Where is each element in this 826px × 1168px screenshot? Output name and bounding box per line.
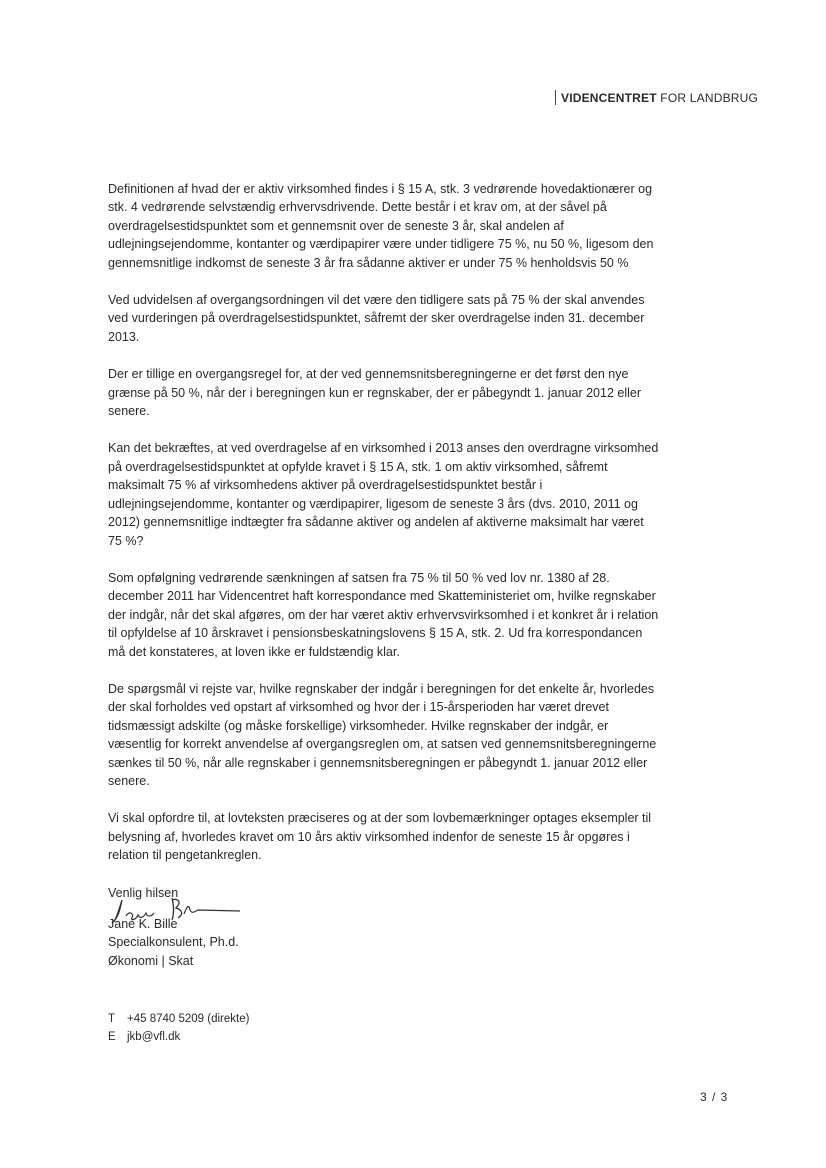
signature-block: [108, 884, 660, 980]
phone-row: [108, 1010, 249, 1028]
contact-info: [108, 1010, 249, 1046]
paragraph-3: Der er tillige en overgangsregel for, at der ved gennemsnitsberegningerne er det først den nye grænse på 50 %, når der i beregningen kun er regnskaber, der er påbegyndt 1. januar 2012 eller senere.: [108, 367, 641, 419]
paragraph-4: Kan det bekræftes, at ved overdragelse af en virksomhed i 2013 anses den overdragne virksomhed på overdragelsestidspunktet at opfylde kravet i § 15 A, stk. 1 om aktiv virksomhed, såfremt maksimalt 75 % af virksomhedens aktiver på overdragelsestidspunktet består i udlejningsejendomme, kontanter og værdipapirer, ligesom de seneste 3 års (dvs. 2010, 2011 og 2012) gennemsnitlige indtægter fra sådanne aktiver og andelen af aktiverne maksimalt har været 75 %?: [108, 441, 659, 548]
paragraph-1: Definitionen af hvad der er aktiv virksomhed findes i § 15 A, stk. 3 vedrørende hovedaktionærer og stk. 4 vedrørende selvstændig erhvervsdrivende. Dette består i et krav om, at der såvel på overdragelsestidspunktet som et gennemsnit over de seneste 3 år, skal andelen af udlejningsejendomme, kontanter og værdipapirer være under tidligere 75 %, nu 50 %, ligesom den gennemsnitlige indkomst de seneste 3 år fra sådanne aktiver er under 75 % henholdsvis 50 %: [108, 182, 654, 270]
phone-label: T: [108, 1013, 116, 1025]
signer-title: Specialkonsulent, Ph.d.: [108, 934, 239, 949]
email-row: [108, 1028, 249, 1046]
greeting: Venlig hilsen: [108, 885, 179, 900]
phone-number: +45 8740 5209 (direkte): [127, 1013, 250, 1025]
email-label: E: [108, 1031, 116, 1043]
page-number: 3 / 3: [700, 1090, 729, 1104]
signer-department: Økonomi | Skat: [108, 953, 194, 968]
letterhead-org-bold: VIDENCENTRET: [561, 91, 657, 105]
signer-name: Jane K. Bille: [108, 916, 178, 931]
letterhead-divider: [555, 90, 556, 105]
email-address: jkb@vfl.dk: [127, 1031, 181, 1043]
paragraph-6: De spørgsmål vi rejste var, hvilke regnskaber der indgår i beregningen for det enkelte år, hvorledes der skal forholdes ved opstart af virksomhed og hvor der i 15-årsperioden har været drevet tidsmæssigt adskilte (og måske forskellige) virksomheder. Hvilke regnskaber der indgår, er væsentlig for korrekt anvendelse af overgangsreglen om, at satsen ved gennemsnitsberegningerne sænkes til 50 %, når alle regnskaber i gennemsnitsberegningen er påbegyndt 1. januar 2012 eller senere.: [108, 681, 657, 788]
paragraph-7: Vi skal opfordre til, at lovteksten præciseres og at der som lovbemærkninger optages eksempler til belysning af, hvorledes kravet om 10 års aktiv virksomhed indenfor de seneste 15 år opgøres i relation til pengetankreglen.: [108, 811, 652, 863]
paragraph-2: Ved udvidelsen af overgangsordningen vil det være den tidligere sats på 75 % der skal anvendes ved vurderingen på overdragelsestidspunktet, såfremt der sker overdragelse inden 31. december 2013.: [108, 293, 645, 344]
letterhead: [555, 90, 758, 105]
paragraph-5: Som opfølgning vedrørende sænkningen af satsen fra 75 % til 50 % ved lov nr. 1380 af 28. december 2011 har Videncentret haft korrespondance med Skatteministeriet om, hvilke regnskaber der indgår, når det skal afgøres, om der har været aktiv erhvervsvirksomhed i et konkret år i relation til opfyldelse af 10 årskravet i pensionsbeskatningslovens § 15 A, stk. 2. Ud fra korrespondancen må det konstateres, at loven ikke er fuldstændig klar.: [108, 570, 659, 659]
letterhead-org-rest: FOR LANDBRUG: [660, 91, 759, 105]
letter-body: [108, 180, 660, 980]
